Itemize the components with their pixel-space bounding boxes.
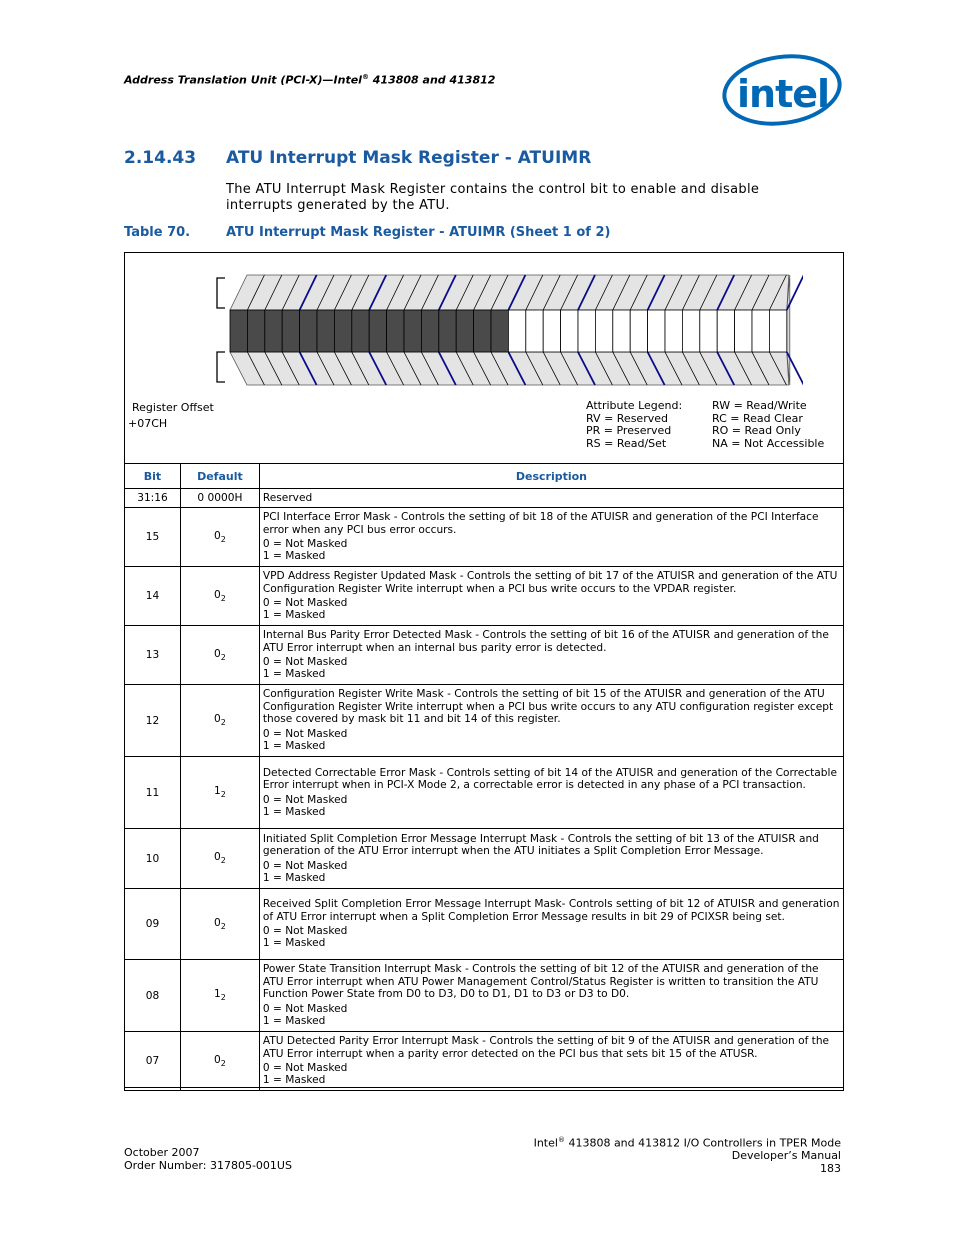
description-text: Initiated Split Completion Error Message Interrupt Mask - Controls the setting of bit 13 of the ATUISR and generation of the ATU Error interrupt when the ATU initiates a Split Completion Error Message. [262,832,819,858]
description-text: VPD Address Register Updated Mask - Controls the setting of bit 17 of the ATUISR and generation of the ATU Configuration Register Write interrupt when a PCI bus write occurs to the VPDAR register. [262,570,838,595]
value-1-text: 1 = Masked [262,805,326,818]
default-radix: 2 [220,856,226,866]
description-text: Power State Transition Interrupt Mask - Controls the setting of bit 12 of the ATUISR and generation of the ATU Error interrupt when ATU Power Management Control/Status Register is written to transition the ATU Function Power State from D0 to D3, D0 to D1, D1 to D3 or D3 to D0. [262,963,819,1001]
default-radix: 2 [220,653,226,663]
register-bit-cell [282,310,299,352]
register-bit-cell [700,310,717,352]
table-row [125,1032,844,1091]
register-bit-cell [387,310,404,352]
footer-right [534,1134,841,1175]
bit-cell: 31:16 [125,489,181,508]
register-bit-cell [508,310,525,352]
footer-manual: Developer’s Manual [731,1149,841,1163]
bit-cell: 09 [125,889,181,960]
value-1-text: 1 = Masked [262,871,326,884]
register-bit-cell [334,310,351,352]
default-value: 1 [214,988,221,1001]
default-radix: 2 [220,1059,226,1069]
default-radix: 2 [220,922,226,932]
register-bit-cell [300,310,317,352]
default-radix: 2 [220,790,226,800]
description-cell [259,757,843,829]
value-1-text: 1 = Masked [262,550,326,563]
running-header-text-b: 413808 and 413812 [368,73,496,87]
intel-logo-icon [722,50,844,130]
description-cell [259,567,843,626]
legend-entry: RC = Read Clear [712,411,803,425]
intel-logo-text: intel [737,72,830,116]
register-bit-cell [543,310,560,352]
register-bit-cell [526,310,543,352]
default-value: 0 [214,529,221,542]
value-0-text: 0 = Not Masked [262,925,348,937]
default-cell [180,889,259,960]
description-cell [259,508,843,567]
table-title: ATU Interrupt Mask Register - ATUIMR (Sheet 1 of 2) [226,225,611,240]
description-text: Received Split Completion Error Message Interrupt Mask- Controls setting of bit 12 of ATUISR and generation of ATU Error interrupt when a Split Completion Error Message results in bit 29 of PCIXSR being set. [262,898,840,923]
table-row [125,757,844,829]
register-bit-cell [404,310,421,352]
registered-mark: ® [557,1136,565,1144]
table-row [125,889,844,960]
footer-left [124,1147,292,1172]
register-bit-cell [491,310,508,352]
default-value: 0 [214,916,221,929]
column-header-default: Default [180,464,259,489]
table-caption [124,225,610,240]
description-cell [259,1032,843,1091]
register-bit-cell [769,310,786,352]
register-bit-cell [648,310,665,352]
description-text: Internal Bus Parity Error Detected Mask - Controls the setting of bit 16 of the ATUISR and generation of the ATU Error interrupt when an internal bus parity error is detected. [262,629,829,654]
table-row [125,489,844,508]
register-bit-cell [247,310,264,352]
running-header [124,73,495,87]
default-cell [180,685,259,757]
register-offset [128,400,214,432]
register-bit-cell [735,310,752,352]
value-1-text: 1 = Masked [262,1015,326,1028]
section-title: ATU Interrupt Mask Register - ATUIMR [226,148,592,168]
value-0-text: 0 = Not Masked [262,1002,348,1015]
default-cell [180,829,259,889]
legend-entry: RO = Read Only [712,424,801,437]
default-radix: 2 [220,718,226,728]
footer-order-number: Order Number: 317805-001US [124,1158,292,1172]
register-bit-cell [317,310,334,352]
description-text: Configuration Register Write Mask - Controls the setting of bit 15 of the ATUISR and generation of the ATU Configuration Register Write interrupt when a PCI bus write occurs to any ATU configuration register except those covered by mask bit 11 and bit 14 of this register. [262,688,834,726]
default-value: 0 [214,647,221,660]
table-row [125,829,844,889]
register-bit-cell [369,310,386,352]
value-1-text: 1 = Masked [262,609,326,622]
register-offset-value: +07CH [128,417,168,430]
register-bit-cell [578,310,595,352]
section-number: 2.14.43 [124,148,197,168]
description-cell [259,626,843,685]
footer-product-a: Intel [533,1136,558,1150]
table-row [125,626,844,685]
register-bit-cell [456,310,473,352]
default-value: 1 [214,785,221,798]
section-heading [124,148,591,168]
register-bit-cell [352,310,369,352]
legend-entry: RV = Reserved [586,411,668,425]
register-bit-cell [595,310,612,352]
register-bit-cell [752,310,769,352]
value-0-text: 0 = Not Masked [262,727,348,740]
value-0-text: 0 = Not Masked [262,597,348,609]
description-cell [259,889,843,960]
default-cell [180,757,259,829]
value-0-text: 0 = Not Masked [262,656,348,668]
section-intro: The ATU Interrupt Mask Register contains the control bit to enable and disable interrupts generated by the ATU. [226,182,760,213]
register-bit-diagram [213,272,803,390]
bit-cell: 11 [125,757,181,829]
footer-product [534,1134,841,1150]
default-cell [180,626,259,685]
register-bit-cell [265,310,282,352]
value-0-text: 0 = Not Masked [262,859,348,872]
table-header-row [125,464,844,489]
default-cell [180,489,259,508]
description-cell [259,829,843,889]
bottom-bracket [217,352,225,382]
bit-cell: 15 [125,508,181,567]
description-cell: Reserved [259,489,843,508]
legend-entry: RW = Read/Write [712,399,807,412]
value-1-text: 1 = Masked [262,668,326,681]
default-value: 0 [214,851,221,864]
register-offset-label: Register Offset [132,401,214,414]
description-text: Detected Correctable Error Mask - Controls setting of bit 14 of the ATUISR and generation of the Correctable Error interrupt when in PCI-X Mode 2, a correctable error is detected in any phase of a PCI transaction. [262,766,837,792]
top-bracket [217,278,225,308]
value-0-text: 0 = Not Masked [262,1062,348,1074]
default-radix: 2 [220,535,226,545]
value-1-text: 1 = Masked [262,740,326,753]
description-text: PCI Interface Error Mask - Controls the setting of bit 18 of the ATUISR and generation of the PCI Interface error when any PCI bus error occurs. [262,511,819,536]
default-cell [180,1032,259,1091]
default-radix: 2 [220,594,226,604]
running-header-text: Address Translation Unit (PCI-X)—Intel [124,73,362,87]
legend-entry: PR = Preserved [586,424,672,437]
description-cell [259,685,843,757]
column-header-description: Description [259,464,843,489]
register-bit-cell [474,310,491,352]
bit-cell: 12 [125,685,181,757]
default-cell [180,567,259,626]
page-number: 183 [820,1161,841,1175]
registered-mark: ® [361,73,369,81]
footer-date: October 2007 [124,1146,200,1159]
bit-cell: 10 [125,829,181,889]
description-cell [259,960,843,1032]
bit-cell: 14 [125,567,181,626]
register-bit-cell [665,310,682,352]
legend-entry: RS = Read/Set [586,436,667,450]
default-value: 0 [214,1053,221,1066]
default-value: 0 [214,713,221,726]
register-bit-cell [682,310,699,352]
register-bit-cell [230,310,247,352]
table-row [125,567,844,626]
table-row [125,960,844,1032]
bit-description-table [124,463,844,1091]
column-header-bit: Bit [125,464,181,489]
register-bit-cell [439,310,456,352]
default-value: 0 0000H [197,492,243,504]
footer-product-b: 413808 and 413812 I/O Controllers in TPER Mode [564,1136,841,1150]
bit-cell: 13 [125,626,181,685]
default-cell [180,960,259,1032]
bit-cell: 08 [125,960,181,1032]
description-text: ATU Detected Parity Error Interrupt Mask - Controls the setting of bit 9 of the ATUISR and generation of the ATU Error interrupt when a parity error detected on the PCI bus that sets bit 15 of the ATUSR. [262,1035,830,1060]
table-number: Table 70. [124,225,191,240]
bit-cell: 07 [125,1032,181,1091]
legend-title: Attribute Legend: [586,399,683,412]
register-bit-cell [561,310,578,352]
default-cell [180,508,259,567]
table-row [125,685,844,757]
table-row [125,508,844,567]
register-bit-cell [613,310,630,352]
default-value: 0 [214,588,221,601]
register-bit-cell [630,310,647,352]
register-bit-cell [717,310,734,352]
value-0-text: 0 = Not Masked [262,538,348,550]
legend-entry: NA = Not Accessible [712,436,825,450]
register-bit-cell [421,310,438,352]
default-radix: 2 [220,993,226,1003]
value-1-text: 1 = Masked [262,1074,326,1087]
value-1-text: 1 = Masked [262,937,326,950]
value-0-text: 0 = Not Masked [262,793,348,806]
